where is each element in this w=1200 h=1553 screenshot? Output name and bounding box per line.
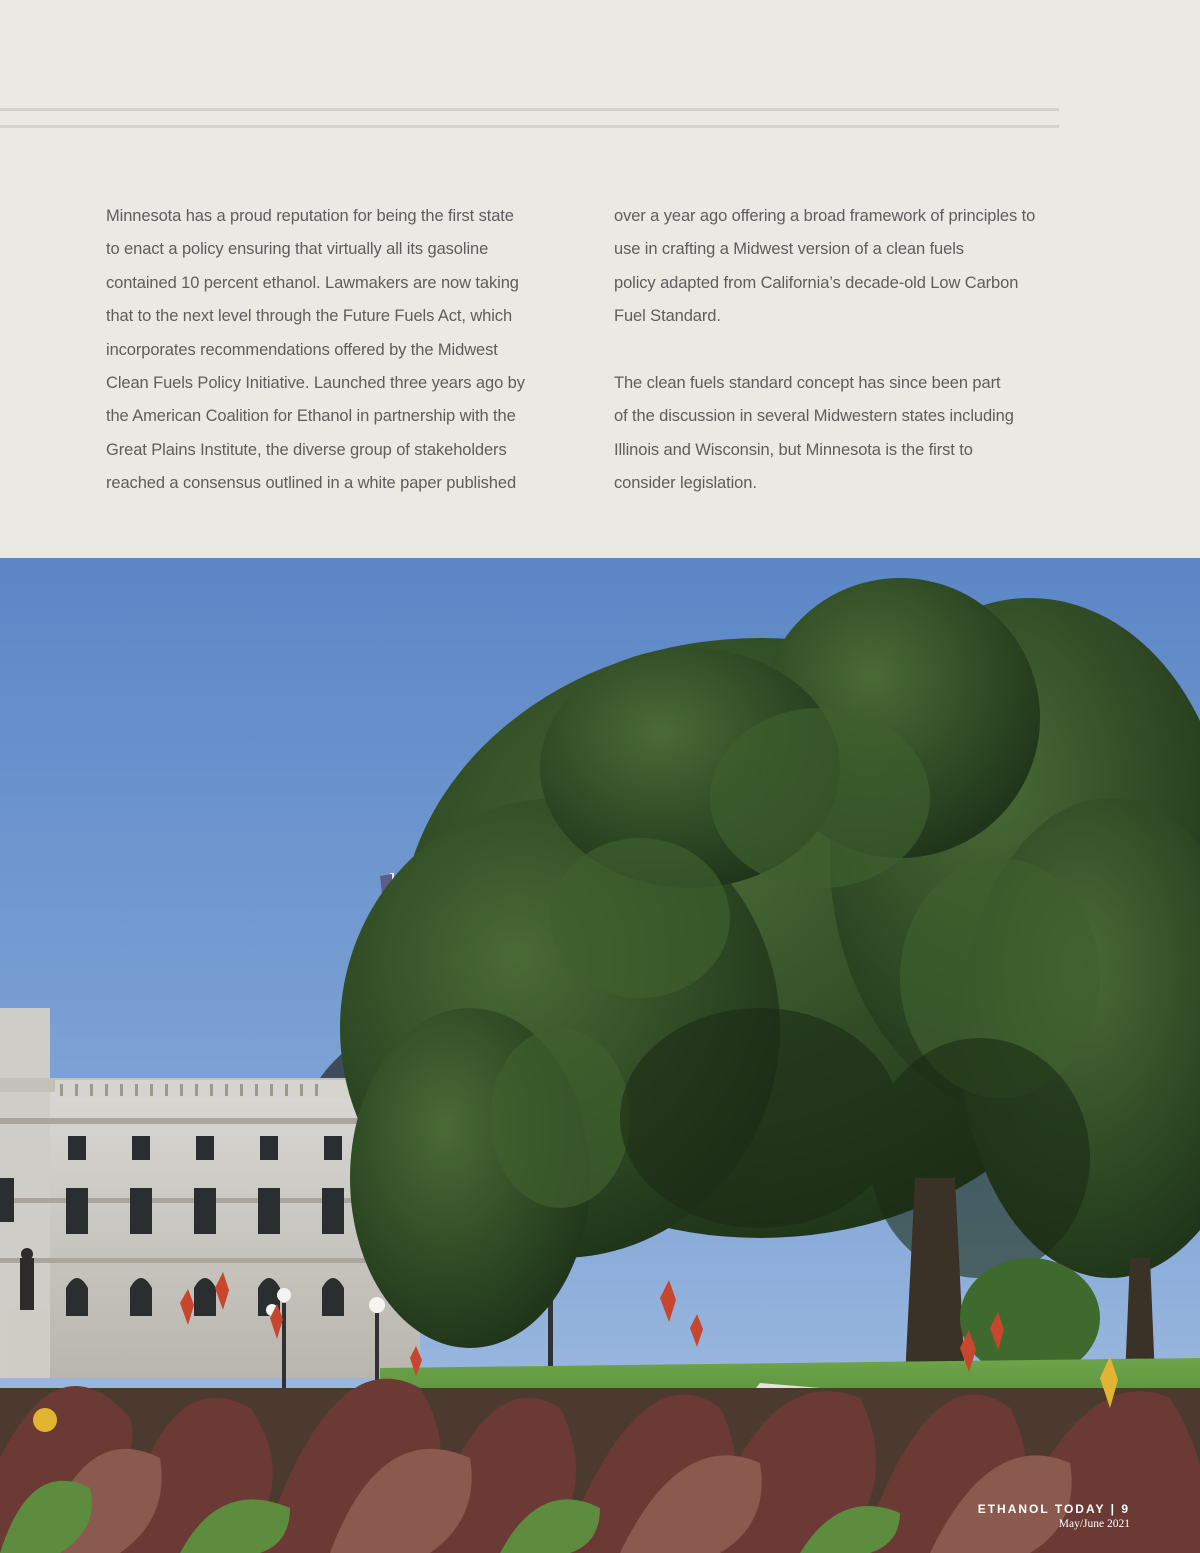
paragraph-gap xyxy=(614,334,1059,367)
issue-date: May/June 2021 xyxy=(1058,1518,1130,1530)
body-line: policy adapted from California’s decade-old Low Carbon xyxy=(614,273,1019,292)
body-line: use in crafting a Midwest version of a clean fuels xyxy=(614,240,964,259)
body-line: Great Plains Institute, the diverse group of stakeholders xyxy=(106,440,507,459)
page-footer xyxy=(978,1502,1130,1531)
body-line: contained 10 percent ethanol. Lawmakers are now taking xyxy=(106,273,519,292)
article-column-left xyxy=(106,200,546,501)
body-line: The clean fuels standard concept has since been part xyxy=(614,374,1001,393)
body-line: Illinois and Wisconsin, but Minnesota is the first to xyxy=(614,440,973,459)
body-line: Fuel Standard. xyxy=(614,307,721,326)
body-line: reached a consensus outlined in a white paper published xyxy=(106,474,517,493)
body-line: to enact a policy ensuring that virtually all its gasoline xyxy=(106,240,489,259)
body-line: incorporates recommendations offered by the Midwest xyxy=(106,340,498,359)
article-column-right xyxy=(614,200,1059,501)
magazine-page-label: ETHANOL TODAY | 9 xyxy=(977,1502,1130,1516)
body-line: consider legislation. xyxy=(614,474,757,493)
body-line: Clean Fuels Policy Initiative. Launched three years ago by xyxy=(106,374,525,393)
body-line: the American Coalition for Ethanol in partnership with the xyxy=(106,407,516,426)
capitol-building-photo-icon xyxy=(0,558,1200,1553)
header-rule-top xyxy=(0,108,1059,111)
header-rule-bottom xyxy=(0,125,1059,128)
body-line: that to the next level through the Future Fuels Act, which xyxy=(106,307,513,326)
body-line: over a year ago offering a broad framework of principles to xyxy=(614,207,1036,225)
body-line: Minnesota has a proud reputation for being the first state xyxy=(106,207,514,225)
capitol-photo xyxy=(0,558,1200,1553)
body-line: of the discussion in several Midwestern states including xyxy=(614,407,1014,426)
